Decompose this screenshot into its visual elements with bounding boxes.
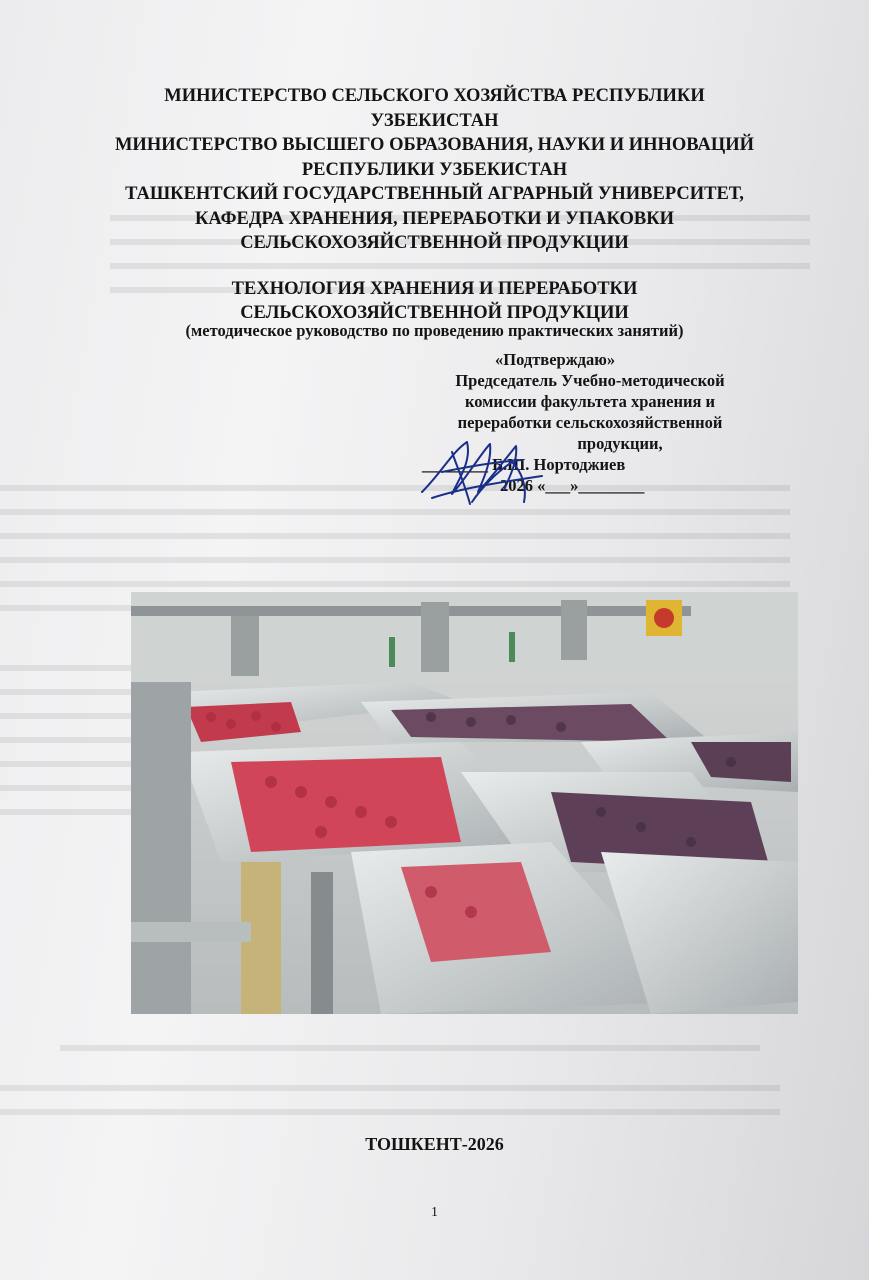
- title-line: ТЕХНОЛОГИЯ ХРАНЕНИЯ И ПЕРЕРАБОТКИ: [231, 279, 638, 299]
- header-line: КАФЕДРА ХРАНЕНИЯ, ПЕРЕРАБОТКИ И УПАКОВКИ: [194, 208, 674, 229]
- city-year: ТОШКЕНТ-2026: [365, 1134, 504, 1154]
- title-line: СЕЛЬСКОХОЗЯЙСТВЕННОЙ ПРОДУКЦИИ: [240, 303, 629, 323]
- conveyor-illustration: [131, 592, 798, 1014]
- approval-stamp: «Подтверждаю»: [495, 350, 616, 369]
- header-line: ТАШКЕНТСКИЙ ГОСУДАРСТВЕННЫЙ АГРАРНЫЙ УНИВЕРСИТЕТ,: [125, 184, 744, 204]
- approval-line: переработки сельскохозяйственной: [457, 413, 723, 432]
- header-line: УЗБЕКИСТАН: [370, 110, 499, 131]
- handwritten-signature: [412, 432, 547, 510]
- header-line: РЕСПУБЛИКИ УЗБЕКИСТАН: [301, 159, 568, 180]
- ministry-header: [30, 84, 839, 256]
- approval-line: продукции,: [577, 434, 663, 453]
- approval-signatory: ________ Б.Ш. Нортоджиев: [422, 455, 626, 474]
- page-number: 1: [431, 1205, 438, 1220]
- approval-date: 2026 «___»________: [500, 476, 645, 495]
- header-line: МИНИСТЕРСТВО СЕЛЬСКОГО ХОЗЯЙСТВА РЕСПУБЛИКИ: [164, 86, 705, 106]
- approval-line: комиссии факультета хранения и: [464, 392, 716, 411]
- document-title: [30, 277, 839, 325]
- document-subtitle: (методическое руководство по проведению практических занятий): [185, 321, 684, 340]
- header-line: СЕЛЬСКОХОЗЯЙСТВЕННОЙ ПРОДУКЦИИ: [240, 233, 629, 253]
- production-line-photo: [131, 592, 798, 1014]
- header-line: МИНИСТЕРСТВО ВЫСШЕГО ОБРАЗОВАНИЯ, НАУКИ И ИННОВАЦИЙ: [114, 135, 755, 155]
- approval-line: Председатель Учебно-методической: [455, 371, 725, 390]
